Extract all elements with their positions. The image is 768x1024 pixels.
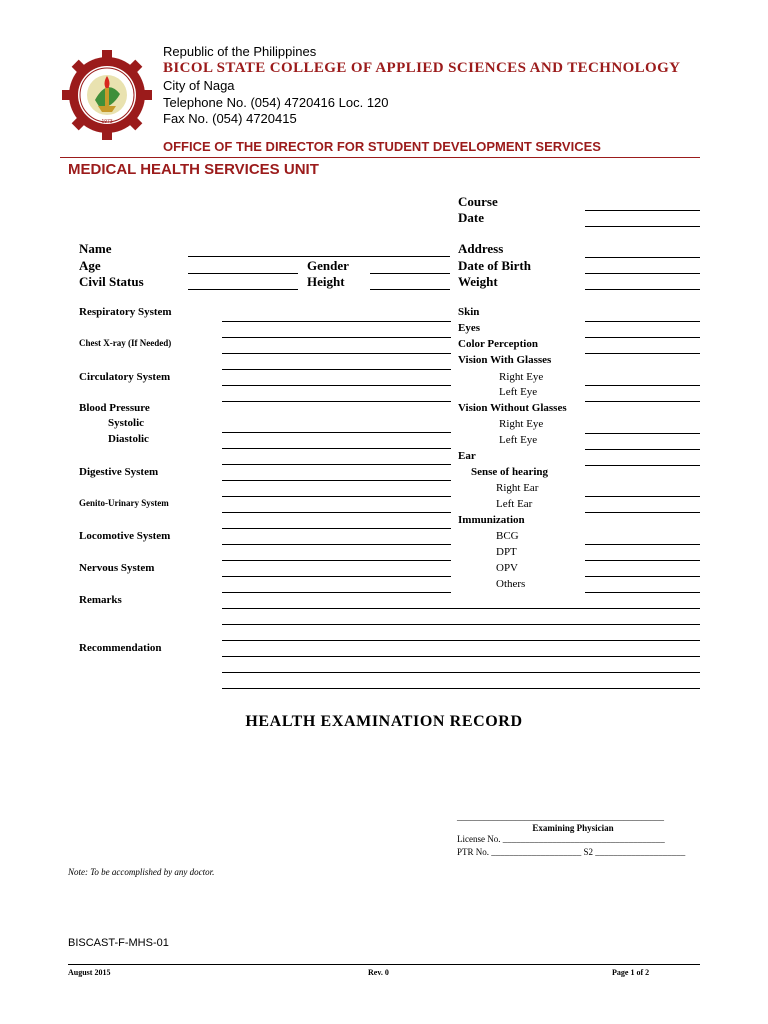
left-eye-field-1[interactable]	[585, 401, 700, 402]
telephone-text: Telephone No. (054) 4720416 Loc. 120	[163, 95, 389, 110]
civil-status-label: Civil Status	[79, 274, 144, 289]
nervous-field-2[interactable]	[222, 576, 451, 577]
left-ear-label: Left Ear	[496, 498, 533, 510]
diastolic-field[interactable]	[222, 448, 451, 449]
remarks-field[interactable]	[222, 608, 700, 609]
nervous-label: Nervous System	[79, 562, 155, 574]
diastolic-label: Diastolic	[108, 433, 149, 445]
dpt-field[interactable]	[585, 560, 700, 561]
note-text: Note: To be accomplished by any doctor.	[68, 867, 215, 877]
form-code: BISCAST-F-MHS-01	[68, 937, 169, 949]
locomotive-field-2[interactable]	[222, 544, 451, 545]
weight-field[interactable]	[585, 289, 700, 290]
ear-field[interactable]	[585, 465, 700, 466]
office-title: OFFICE OF THE DIRECTOR FOR STUDENT DEVELOPMENT SERVICES	[163, 139, 601, 154]
ptr-no-field[interactable]: PTR No. ____________________ S2 ____________________	[457, 847, 686, 857]
digestive-field-2[interactable]	[222, 480, 451, 481]
fax-text: Fax No. (054) 4720415	[163, 111, 297, 126]
color-perception-field[interactable]	[585, 353, 700, 354]
dpt-label: DPT	[496, 546, 517, 558]
chest-xray-field[interactable]	[222, 353, 451, 354]
date-of-birth-label: Date of Birth	[458, 258, 531, 273]
nervous-field-3[interactable]	[222, 592, 451, 593]
height-field[interactable]	[370, 289, 450, 290]
examining-physician-label: Examining Physician	[532, 823, 614, 833]
footer-divider	[68, 964, 700, 965]
locomotive-field[interactable]	[222, 528, 451, 529]
right-eye-field-1[interactable]	[585, 385, 700, 386]
age-field[interactable]	[188, 273, 298, 274]
weight-label: Weight	[458, 274, 498, 289]
address-label: Address	[458, 241, 504, 256]
respiratory-field[interactable]	[222, 321, 451, 322]
address-field[interactable]	[585, 257, 700, 258]
name-field[interactable]	[188, 256, 450, 257]
form-title: HEALTH EXAMINATION RECORD	[245, 713, 523, 730]
respiratory-field-2[interactable]	[222, 337, 451, 338]
bcg-field[interactable]	[585, 544, 700, 545]
left-eye-label-1: Left Eye	[499, 386, 538, 398]
digestive-label: Digestive System	[79, 466, 159, 478]
header-divider	[60, 157, 700, 158]
date-field[interactable]	[585, 226, 700, 227]
college-seal	[60, 48, 154, 142]
others-field[interactable]	[585, 592, 700, 593]
eyes-field[interactable]	[585, 337, 700, 338]
left-eye-label-2: Left Eye	[499, 434, 538, 446]
signature-line[interactable]: ______________________________________________	[457, 812, 664, 822]
date-label: Date	[458, 210, 484, 225]
remarks-label: Remarks	[79, 594, 122, 606]
gender-label: Gender	[307, 258, 349, 273]
circulatory-field-2[interactable]	[222, 385, 451, 386]
right-ear-field[interactable]	[585, 496, 700, 497]
left-ear-field[interactable]	[585, 512, 700, 513]
blood-pressure-field[interactable]	[222, 401, 451, 402]
right-ear-label: Right Ear	[496, 482, 539, 494]
systolic-label: Systolic	[108, 417, 145, 429]
ear-label: Ear	[458, 450, 476, 462]
bcg-label: BCG	[496, 530, 519, 542]
vision-with-glasses-label: Vision With Glasses	[458, 354, 552, 366]
age-label: Age	[79, 258, 101, 273]
recommendation-label: Recommendation	[79, 642, 162, 654]
blood-pressure-label: Blood Pressure	[79, 402, 150, 414]
sense-of-hearing-label: Sense of hearing	[471, 466, 548, 478]
recommendation-field-3[interactable]	[222, 688, 700, 689]
footer-date: August 2015	[68, 968, 111, 977]
digestive-field[interactable]	[222, 464, 451, 465]
gender-field[interactable]	[370, 273, 450, 274]
remarks-field-2[interactable]	[222, 624, 700, 625]
genito-urinary-label: Genito-Urinary System	[79, 498, 169, 508]
republic-text: Republic of the Philippines	[163, 44, 317, 59]
nervous-field[interactable]	[222, 560, 451, 561]
opv-field[interactable]	[585, 576, 700, 577]
unit-title: MEDICAL HEALTH SERVICES UNIT	[68, 161, 319, 178]
others-label: Others	[496, 578, 526, 590]
right-eye-label-2: Right Eye	[499, 418, 544, 430]
right-eye-field-2[interactable]	[585, 433, 700, 434]
circulatory-label: Circulatory System	[79, 371, 171, 383]
left-eye-field-2[interactable]	[585, 449, 700, 450]
genito-urinary-field[interactable]	[222, 496, 451, 497]
locomotive-label: Locomotive System	[79, 530, 171, 542]
license-no-field[interactable]: License No. ____________________________________	[457, 834, 665, 844]
civil-status-field[interactable]	[188, 289, 298, 290]
remarks-field-3[interactable]	[222, 640, 700, 641]
chest-xray-label: Chest X-ray (If Needed)	[79, 338, 172, 348]
svg-text:1973: 1973	[101, 119, 113, 125]
recommendation-field-2[interactable]	[222, 672, 700, 673]
genito-urinary-field-2[interactable]	[222, 512, 451, 513]
vision-without-glasses-label: Vision Without Glasses	[458, 402, 567, 414]
footer-page: Page 1 of 2	[612, 968, 650, 977]
city-text: City of Naga	[163, 78, 235, 93]
course-label: Course	[458, 194, 498, 209]
respiratory-label: Respiratory System	[79, 306, 172, 318]
circulatory-field[interactable]	[222, 369, 451, 370]
date-of-birth-field[interactable]	[585, 273, 700, 274]
skin-label: Skin	[458, 306, 480, 318]
right-eye-label-1: Right Eye	[499, 371, 544, 383]
immunization-label: Immunization	[458, 514, 525, 526]
opv-label: OPV	[496, 562, 519, 574]
college-name: BICOL STATE COLLEGE OF APPLIED SCIENCES AND TECHNOLOGY	[163, 60, 681, 76]
color-perception-label: Color Perception	[458, 338, 538, 350]
course-field[interactable]	[585, 210, 700, 211]
footer-rev: Rev. 0	[368, 968, 389, 977]
systolic-field[interactable]	[222, 432, 451, 433]
recommendation-field[interactable]	[222, 656, 700, 657]
eyes-label: Eyes	[458, 322, 480, 334]
height-label: Height	[307, 274, 345, 289]
skin-field[interactable]	[585, 321, 700, 322]
name-label: Name	[79, 241, 112, 256]
